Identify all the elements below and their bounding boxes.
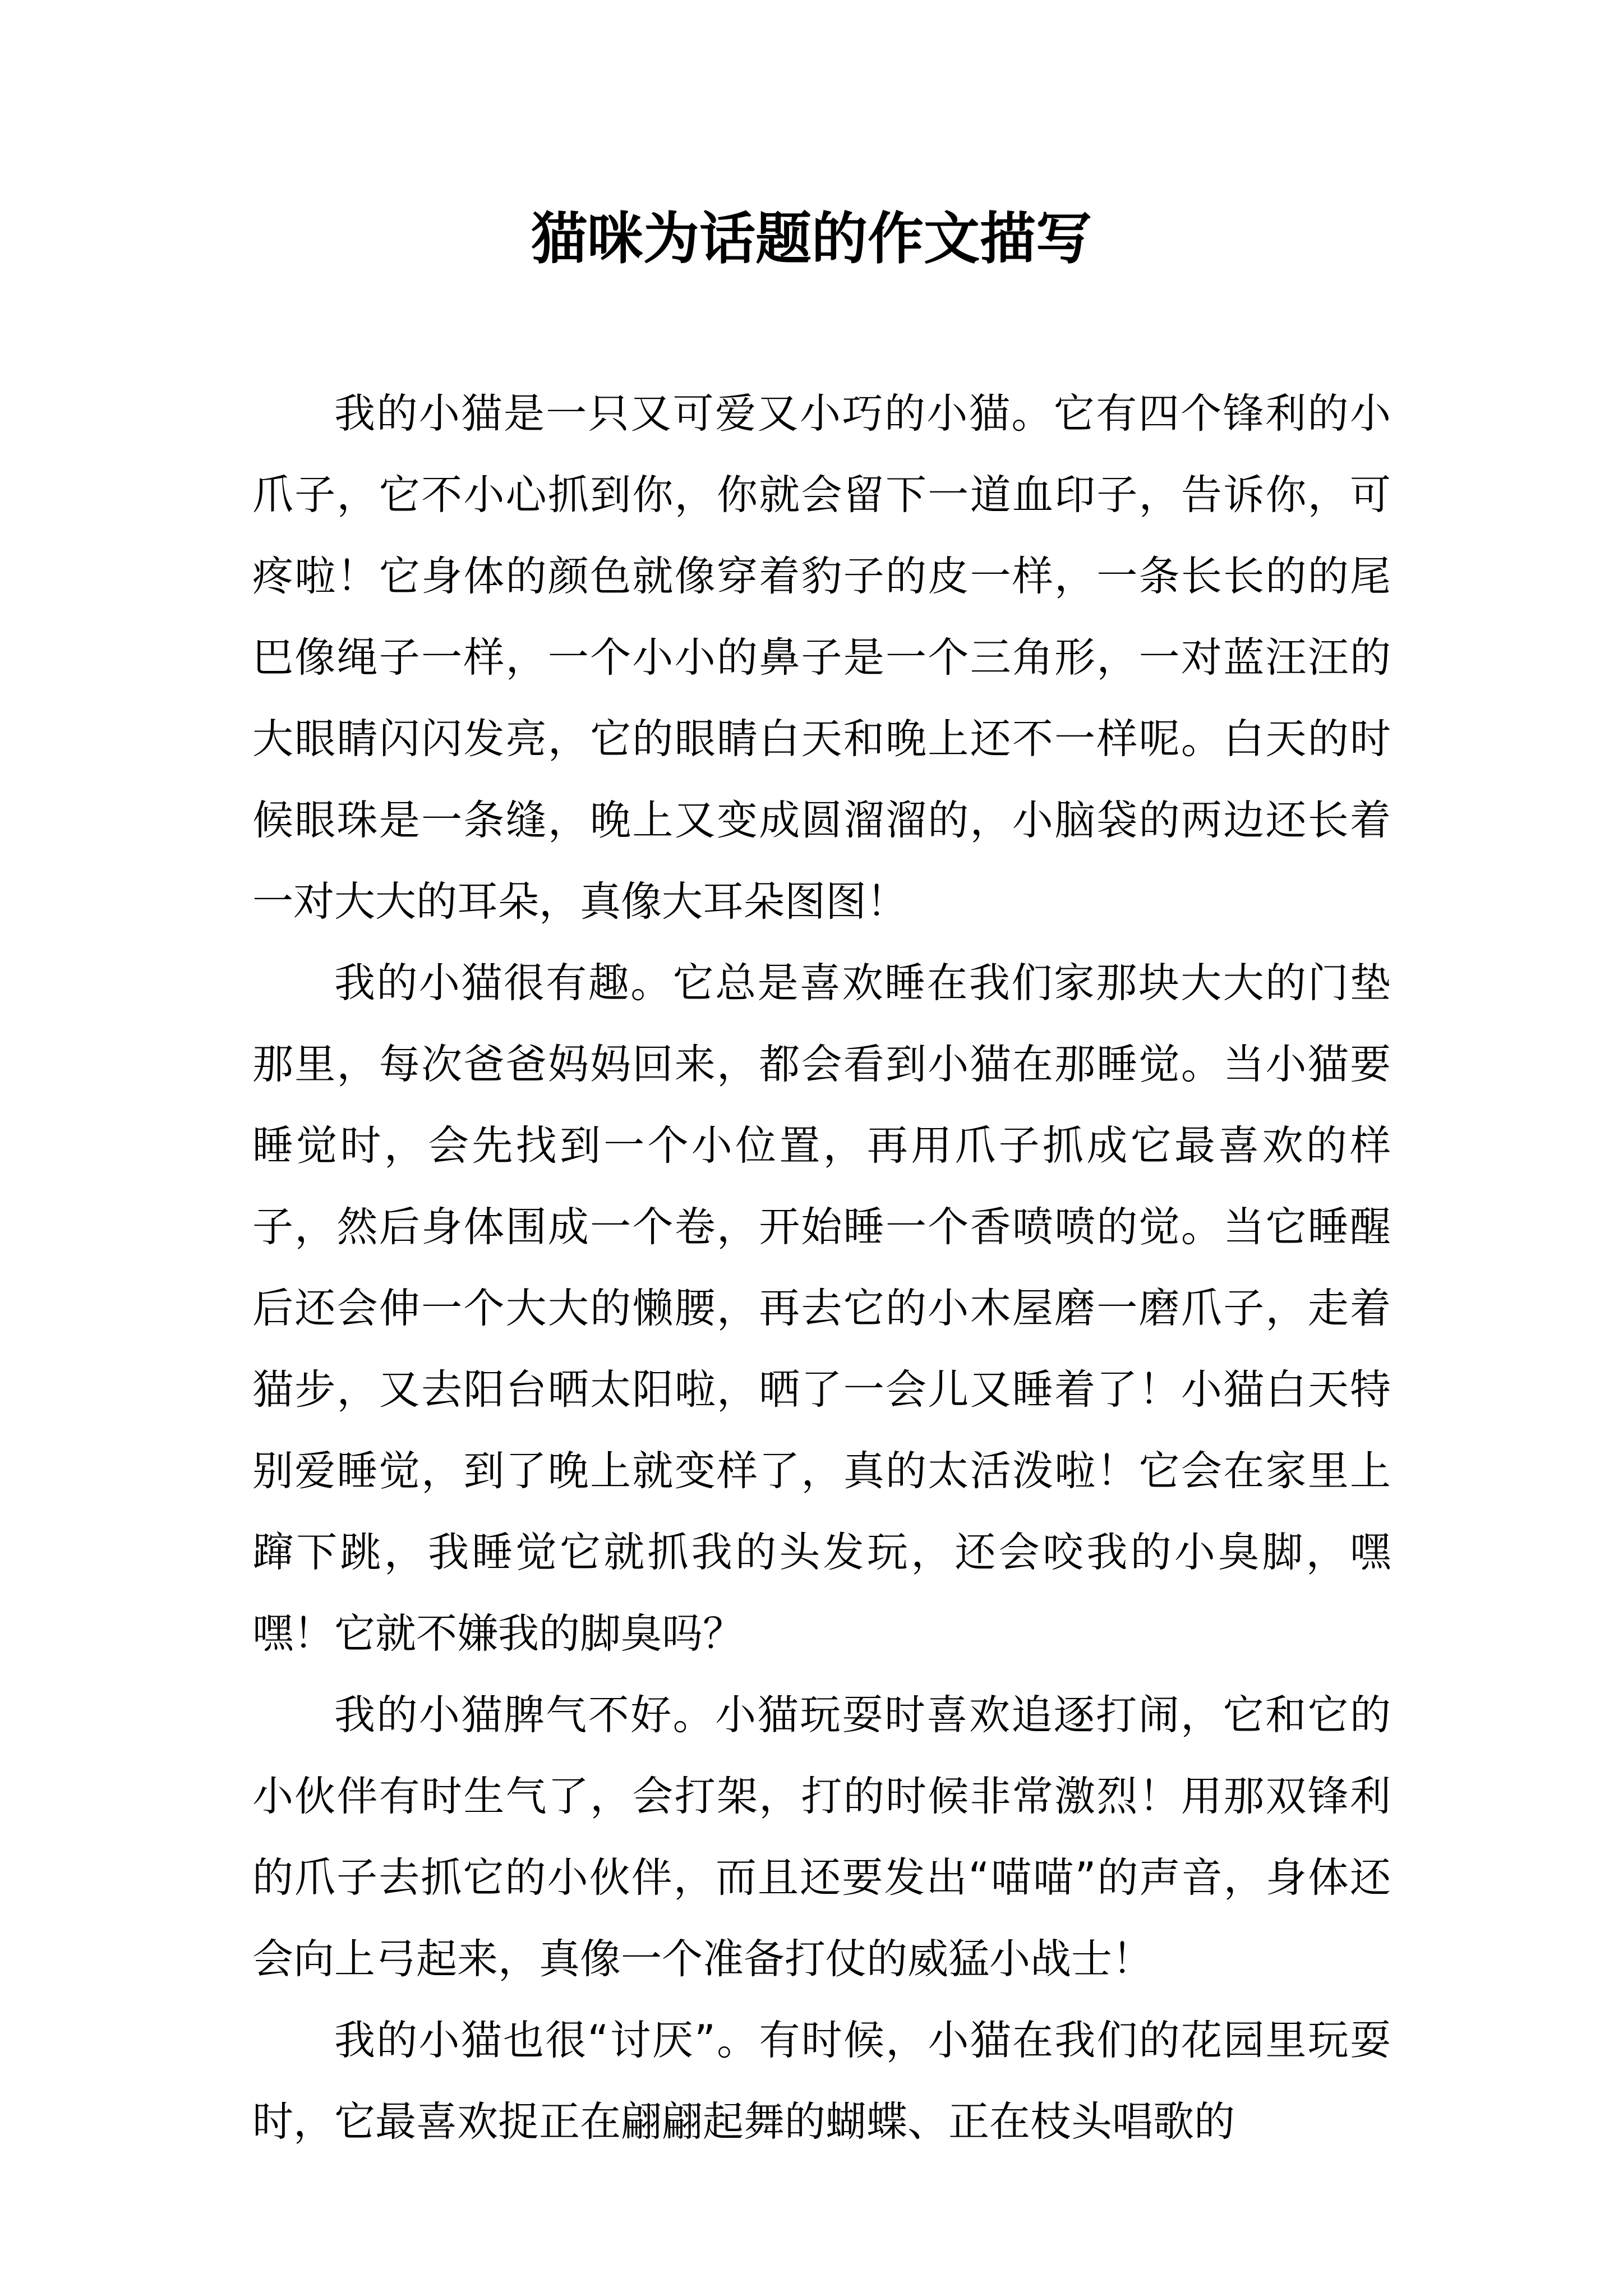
document-body [252,373,1391,2162]
paragraph-2: 我的小猫很有趣。它总是喜欢睡在我们家那块大大的门垫那里，每次爸爸妈妈回来，都会看到小猫在那睡觉。当小猫要睡觉时，会先找到一个小位置，再用爪子抓成它最喜欢的样子，然后身体围成一个卷，开始睡一个香喷喷的觉。当它睡醒后还会伸一个大大的懒腰，再去它的小木屋磨一磨爪子，走着猫步，又去阳台晒太阳啦，晒了一会儿又睡着了！小猫白天特别爱睡觉，到了晚上就变样了，真的太活泼啦！它会在家里上蹿下跳，我睡觉它就抓我的头发玩，还会咬我的小臭脚，嘿嘿！它就不嫌我的脚臭吗？ [252,959,1391,1658]
document-title: 猫咪为话题的作文描写 [531,205,1092,272]
paragraph-3: 我的小猫脾气不好。小猫玩耍时喜欢追逐打闹，它和它的小伙伴有时生气了，会打架，打的时候非常激烈！用那双锋利的爪子去抓它的小伙伴，而且还要发出“喵喵”的声音，身体还会向上弓起来，真像一个准备打仗的威猛小战士！ [252,1691,1391,1983]
paragraph-4: 我的小猫也很“讨厌”。有时候，小猫在我们的花园里玩耍时，它最喜欢捉正在翩翩起舞的蝴蝶、正在枝头唱歌的 [252,2017,1391,2146]
paragraph-1: 我的小猫是一只又可爱又小巧的小猫。它有四个锋利的小爪子，它不小心抓到你，你就会留下一道血印子，告诉你，可疼啦！它身体的颜色就像穿着豹子的皮一样，一条长长的的尾巴像绳子一样，一个小小的鼻子是一个三角形，一对蓝汪汪的大眼睛闪闪发亮，它的眼睛白天和晚上还不一样呢。白天的时候眼珠是一条缝，晚上又变成圆溜溜的，小脑袋的两边还长着一对大大的耳朵，真像大耳朵图图！ [252,390,1391,926]
